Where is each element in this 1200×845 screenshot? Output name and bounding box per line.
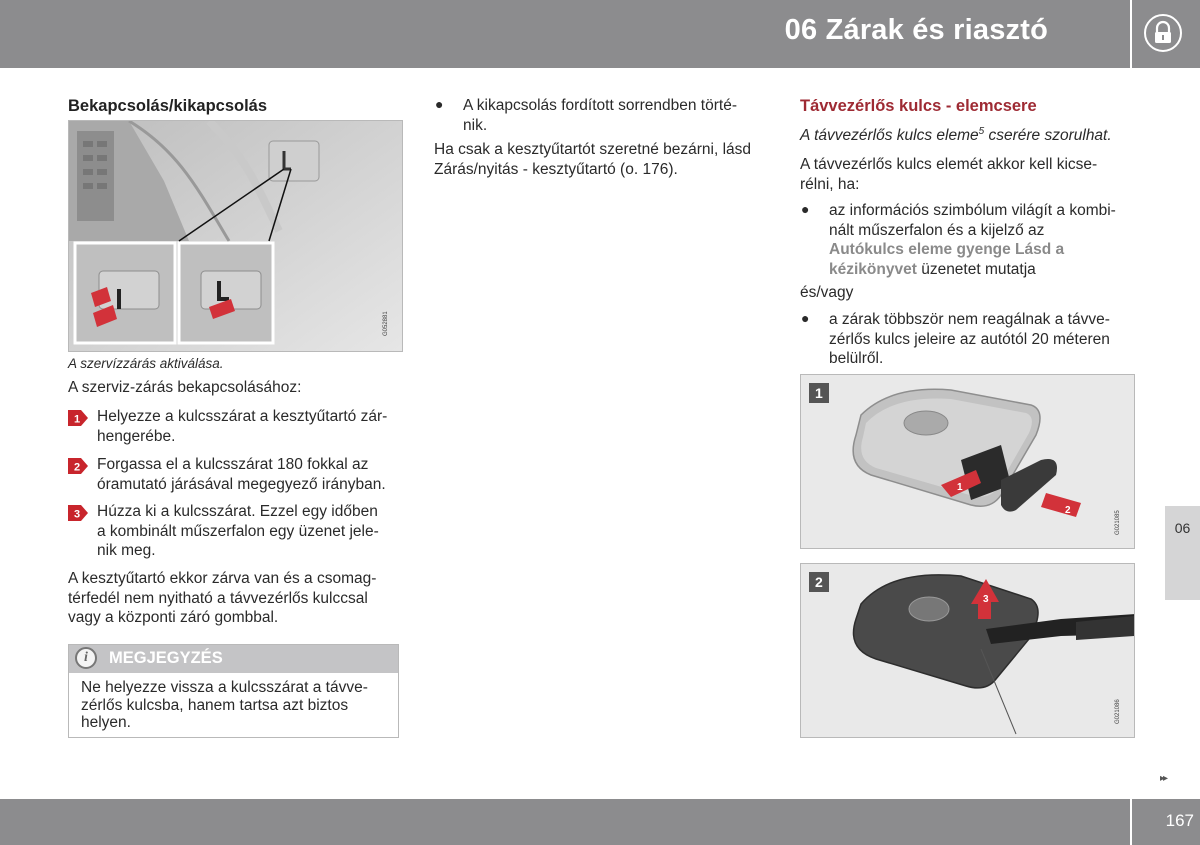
bullet-icon: ●: [801, 310, 810, 326]
figure-caption: A szervízzárás aktiválása.: [68, 356, 224, 371]
step-text: Húzza ki a kulcsszárat. Ezzel egy időben a kombinált műszerfalon egy üzenet jele- nik meg.: [97, 503, 379, 559]
figure-code: G021085: [1115, 510, 1121, 535]
figure-code: G052881: [383, 311, 389, 336]
key-battery-figure-2: [800, 563, 1135, 738]
page-number-box: [1132, 799, 1200, 845]
steps-intro: A szerviz-zárás bekapcsolásához:: [68, 379, 302, 396]
step-1: [68, 407, 408, 447]
svg-text:2: 2: [815, 574, 823, 590]
section-heading-battery: Távvezérlős kulcs - elemcsere: [800, 97, 1037, 115]
chapter-side-tab: [1165, 506, 1200, 600]
bullet-icon: ●: [801, 201, 810, 217]
note-header: [69, 645, 398, 673]
battery-intro: A távvezérlős kulcs elemét akkor kell kicse- rélni, ha:: [800, 156, 1098, 193]
chapter-title: 06 Zárak és riasztó: [784, 14, 1048, 46]
glovebox-locked-text: A kesztyűtartó ekkor zárva van és a csomag- térfedél nem nyitható a távvezérlős kulccsal vagy a központi záró gombbal.: [68, 570, 377, 626]
battery-bullet-1: az információs szimbólum világít a kombi- nált műszerfalon és a kijelző az Autókulcs eleme gyenge Lásd a kézikönyvet üzenetet mutatja: [829, 202, 1116, 278]
svg-text:1: 1: [74, 413, 81, 426]
side-tab-label: 06: [1174, 520, 1191, 536]
svg-text:2: 2: [74, 461, 81, 474]
svg-text:3: 3: [983, 594, 989, 605]
svg-text:1: 1: [815, 385, 823, 401]
battery-bullet-2: a zárak többször nem reagálnak a távve- zérlős kulcs jeleire az autótól 20 méteren belülről.: [829, 311, 1110, 367]
page-number: 167: [1165, 811, 1194, 830]
step-text: Forgassa el a kulcsszárat 180 fokkal az óramutató járásával megegyező irányban.: [97, 456, 386, 493]
key-battery-figure-1: [800, 374, 1135, 549]
glovebox-figure: [68, 120, 403, 352]
step-number-icon: [68, 505, 88, 521]
padlock-icon: [1144, 14, 1182, 52]
step-3: [68, 502, 408, 562]
step-number-icon: [68, 410, 88, 426]
note-text: Ne helyezze vissza a kulcsszárat a távve- zérlős kulcsba, hanem tartsa azt biztos helyen.: [81, 679, 368, 731]
section-heading-activation: Bekapcsolás/kikapcsolás: [68, 97, 268, 115]
and-or-text: és/vagy: [800, 284, 854, 301]
note-box: [68, 644, 399, 738]
glovebox-lock-reference: Ha csak a kesztyűtartót szeretné bezárni, lásd Zárás/nyitás - kesztyűtartó (o. 176).: [434, 141, 752, 178]
step-2: [68, 455, 408, 495]
footer-bar: [0, 799, 1130, 845]
step-text: Helyezze a kulcsszárat a kesztyűtartó zár- hengerébe.: [97, 408, 388, 445]
deactivation-bullet: A kikapcsolás fordított sorrendben törté- nik.: [463, 97, 737, 134]
figure-code: G021086: [1115, 699, 1121, 724]
note-label: MEGJEGYZÉS: [109, 649, 223, 667]
svg-text:2: 2: [1065, 505, 1071, 516]
battery-subtitle: A távvezérlős kulcs eleme$^5$ cserére szorulhat.: [800, 126, 1112, 145]
continue-arrows-icon: ▸▸: [1160, 773, 1167, 784]
bullet-icon: ●: [435, 96, 444, 112]
info-icon: i: [75, 647, 97, 669]
chapter-icon-box: [1132, 0, 1200, 68]
step-number-icon: [68, 458, 88, 474]
svg-text:3: 3: [74, 508, 81, 521]
header-bar: [0, 0, 1130, 68]
svg-text:1: 1: [957, 482, 963, 493]
